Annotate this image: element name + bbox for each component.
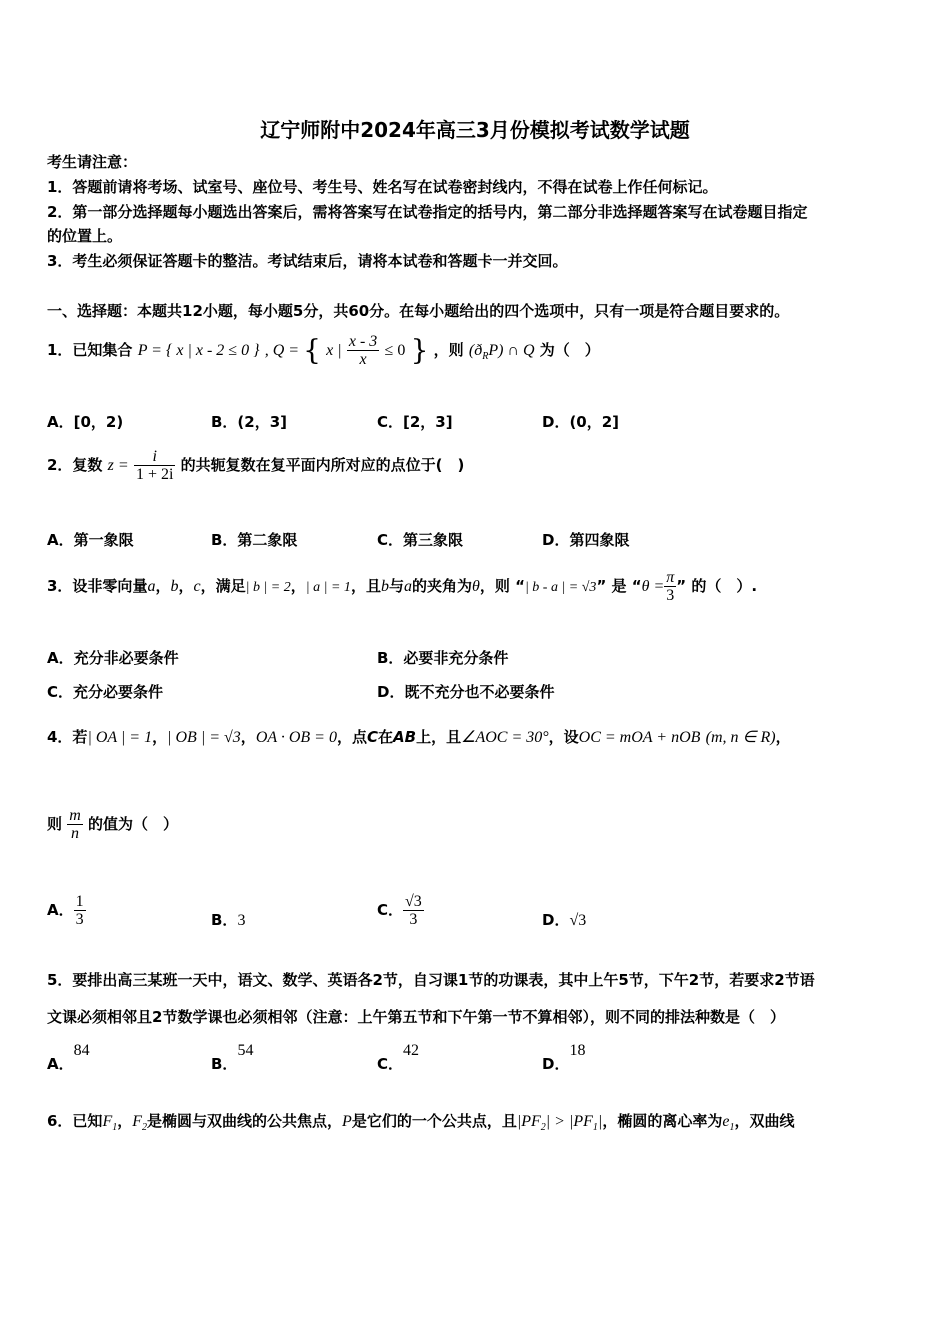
question-2 — [47, 446, 464, 485]
q3-fraction — [664, 569, 676, 604]
q3-option-b: B．必要非充分条件 — [377, 649, 509, 667]
q3-p6: ，则 “ — [479, 577, 525, 595]
q6-f2 — [132, 1113, 148, 1134]
question-5-line-2: 文课必须相邻且2节数学课也必须相邻（注意：上午第五节和下午第一节不算相邻），则不同的排法种数是（ ） — [47, 1008, 785, 1026]
q4-p3: 在 — [378, 728, 394, 746]
q3-p7: ” 是 “ — [596, 577, 642, 595]
q3-abs-b: | b | = 2 — [245, 580, 291, 595]
q3-theta: θ — [471, 578, 480, 595]
q4-ob: | OB | = √3 — [167, 729, 241, 746]
question-3 — [47, 566, 757, 608]
frac-den: 3 — [409, 911, 418, 928]
q6-p5: ，双曲线 — [734, 1112, 795, 1130]
q3-abs-a: | a | = 1 — [305, 580, 351, 595]
question-5-line-1: 5．要排出高三某班一天中，语文、数学、英语各2节，自习课1节的功课表，其中上午5节，下午2节，若要求2节语 — [47, 971, 815, 989]
option-label: B． — [211, 1055, 238, 1073]
q4-option-d — [542, 898, 586, 943]
q6-p4: ，椭圆的离心率为 — [602, 1112, 723, 1130]
option-value: 3 — [237, 912, 246, 929]
question-4: 4．若| OA | = 1，| OB | = √3，OA · OB = 0，点C在AB上，且∠AOC = 30°，设OC = mOA + nOB (m, n ∈ R)， — [47, 728, 791, 746]
q4-dot: OA · OB = 0 — [255, 729, 337, 746]
frac-den: 3 — [75, 911, 84, 928]
q3-option-a: A．充分非必要条件 — [47, 649, 179, 667]
q3-p3: ，且 — [350, 577, 381, 595]
q1-ask: 为（ ） — [539, 341, 600, 359]
q4-p4: 上，且 — [416, 728, 462, 746]
q6-ineq-mid: | > |PF — [545, 1113, 593, 1130]
q6-f2-letter: F — [132, 1113, 143, 1130]
q4-oc: OC = mOA + nOB — [578, 729, 701, 746]
frac-num: √3 — [405, 893, 422, 910]
q1-option-c: C．[2，3] — [377, 413, 453, 431]
q5-option-d — [542, 1040, 586, 1073]
q6-p1: 6．已知 — [47, 1112, 103, 1130]
q2-frac-den: 1 + 2i — [135, 466, 174, 483]
q6-ineq-sub2: 2 — [540, 1122, 546, 1134]
option-label: A． — [47, 901, 74, 919]
q3-a: a — [403, 578, 412, 595]
q4-ab: AB — [393, 728, 417, 746]
q3-p8: ” 的（ ）. — [676, 577, 758, 595]
q1-lead: 1．已知集合 — [47, 341, 133, 359]
notice-item: 的位置上。 — [47, 227, 123, 245]
q1-set-q-cond: ≤ 0 — [384, 342, 406, 359]
q3-pi: π — [666, 569, 675, 586]
q4-option-c — [377, 888, 424, 932]
q4-p2: ，点 — [336, 728, 367, 746]
q3-a: a — [147, 578, 156, 595]
notice-heading: 考生请注意： — [47, 153, 138, 171]
q4-c-fraction — [403, 893, 424, 928]
q3-p2: ，满足 — [200, 577, 246, 595]
q4-ask-line — [47, 804, 178, 844]
q6-inequality — [516, 1113, 603, 1134]
q2-option-a: A．第一象限 — [47, 531, 134, 549]
q6-e-sub: 1 — [729, 1122, 735, 1134]
q1-set-p: P = { x | x - 2 ≤ 0 } — [137, 342, 260, 359]
q4-option-a — [47, 888, 86, 932]
q6-p3: 是它们的一个公共点，且 — [351, 1112, 517, 1130]
q3-sep: ， — [290, 577, 306, 595]
notice-item: 3．考生必须保证答题卡的整洁。考试结束后，请将本试卷和答题卡一并交回。 — [47, 252, 568, 270]
q1-option-a: A．[0，2) — [47, 413, 124, 431]
option-label: B． — [211, 911, 238, 929]
option-label: D． — [542, 1055, 570, 1073]
q1-then: ，则 — [433, 341, 464, 359]
q6-f1 — [102, 1113, 118, 1134]
q1-option-b: B．(2，3] — [211, 413, 288, 431]
page-title: 辽宁师附中2024年高三3月份模拟考试数学试题 — [260, 118, 690, 142]
q3-option-d: D．既不充分也不必要条件 — [377, 683, 555, 701]
q2-fraction — [134, 448, 175, 483]
option-value: 84 — [73, 1042, 90, 1059]
q1-complement-sub: R — [482, 351, 489, 363]
q1-expr — [468, 342, 535, 363]
q4-fraction — [67, 807, 83, 842]
q1-fraction — [347, 333, 379, 368]
q6-f1-letter: F — [102, 1113, 113, 1130]
option-label: C． — [377, 1055, 404, 1073]
q5-option-a — [47, 1040, 90, 1073]
q5-option-c — [377, 1040, 420, 1073]
q3-theta-eq: θ = — [641, 578, 665, 595]
q4-c: C — [367, 728, 379, 746]
q1-option-d: D．(0，2] — [542, 413, 620, 431]
option-value: 42 — [403, 1042, 420, 1059]
q4-angle: ∠AOC = 30° — [461, 729, 549, 746]
q3-b: b — [170, 578, 179, 595]
q6-f1-sub: 1 — [112, 1122, 118, 1134]
option-value: √3 — [569, 912, 587, 929]
q4-n: n — [71, 825, 80, 842]
option-label: A． — [47, 1055, 74, 1073]
q2-option-c: C．第三象限 — [377, 531, 464, 549]
q1-set-q-pre: , Q = — [264, 342, 304, 359]
q4-p5: ，设 — [548, 728, 579, 746]
right-brace: } — [410, 333, 429, 367]
q6-ineq-end: | — [597, 1113, 603, 1130]
q1-expr-rest: P) ∩ Q — [488, 342, 535, 359]
option-value: 54 — [237, 1042, 254, 1059]
option-label: C． — [377, 901, 404, 919]
q4-then: 则 — [47, 815, 63, 833]
q6-p: P — [342, 1113, 352, 1130]
q4-option-b — [211, 898, 245, 943]
q2-text: 的共轭复数在复平面内所对应的点位于( ) — [180, 456, 465, 474]
option-label: D． — [542, 911, 570, 929]
q2-z: z = — [107, 457, 129, 474]
q3-p5: 的夹角为 — [411, 577, 472, 595]
q3-condition: | b - a | = √3 — [524, 580, 597, 595]
q6-p2: 是椭圆与双曲线的公共焦点， — [147, 1112, 343, 1130]
q4-m: m — [69, 807, 81, 824]
section-header: 一、选择题：本题共12小题，每小题5分，共60分。在每小题给出的四个选项中，只有一项是符合题目要求的。 — [47, 302, 790, 320]
q3-b: b — [380, 578, 389, 595]
q3-three: 3 — [666, 587, 675, 604]
q3-sep: ， — [155, 577, 171, 595]
q6-ineq-sub1: 1 — [592, 1122, 598, 1134]
left-brace: { — [303, 333, 321, 367]
question-1 — [47, 333, 600, 374]
q6-ineq-a: |PF — [516, 1113, 541, 1130]
option-value: 18 — [569, 1042, 586, 1059]
q4-p1: 4．若 — [47, 728, 88, 746]
q4-ask: 的值为（ ） — [88, 815, 179, 833]
q3-option-c: C．充分必要条件 — [47, 683, 164, 701]
q6-f2-sub: 2 — [142, 1122, 148, 1134]
q2-option-d: D．第四象限 — [542, 531, 630, 549]
q1-frac-den: x — [359, 351, 367, 368]
q4-cond: (m, n ∈ R) — [705, 729, 776, 746]
q3-c: c — [193, 578, 201, 595]
q3-sep: ， — [178, 577, 194, 595]
q3-p4: 与 — [388, 577, 404, 595]
q3-p1: 3．设非零向量 — [47, 577, 148, 595]
q1-set-q-var: x | — [326, 342, 342, 359]
q1-complement: (ð — [468, 342, 483, 359]
question-6: 6．已知$F_1$，$F_2$是椭圆与双曲线的公共焦点，P是它们的一个公共点，且$|PF_2| > |PF_1|$，椭圆的离心率为$e_1$，双曲线 — [47, 1112, 795, 1134]
q1-frac-num: x - 3 — [348, 333, 378, 350]
notice-item: 1．答题前请将考场、试室号、座位号、考生号、姓名写在试卷密封线内，不得在试卷上作任何标记。 — [47, 178, 718, 196]
q2-frac-num: i — [134, 448, 175, 466]
q2-option-b: B．第二象限 — [211, 531, 298, 549]
q4-oa: | OA | = 1 — [87, 729, 153, 746]
q6-e1 — [722, 1113, 735, 1134]
q6-e-letter: e — [722, 1113, 730, 1130]
frac-num: 1 — [75, 893, 84, 910]
q5-option-b — [211, 1040, 254, 1073]
q4-a-fraction — [74, 893, 86, 928]
q2-lead: 2．复数 — [47, 456, 103, 474]
notice-item: 2．第一部分选择题每小题选出答案后，需将答案写在试卷指定的括号内，第二部分非选择题答案写在试卷题目指定 — [47, 203, 808, 221]
